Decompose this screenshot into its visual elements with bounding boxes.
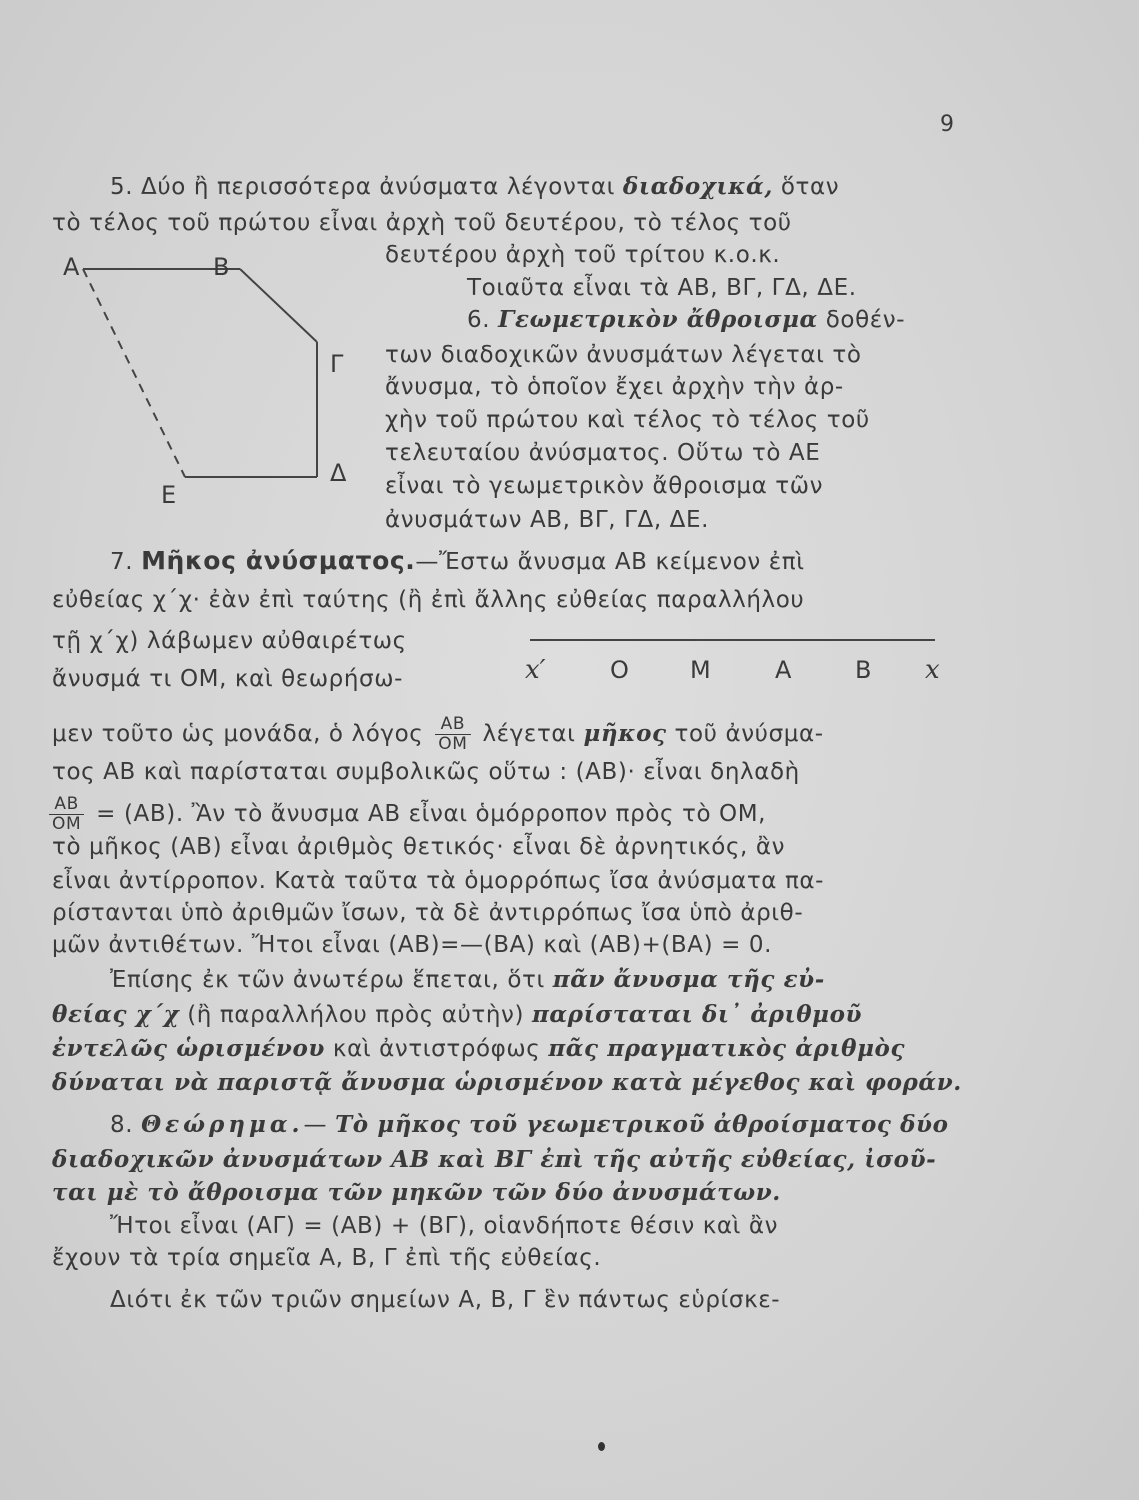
text-line: 5. Δύο ἢ περισσότερα ἀνύσματα λέγονται διαδοχικά, ὅταν [110,173,840,200]
fig-label-e: E [161,481,177,505]
text-line: τὸ τέλος τοῦ πρώτου εἶναι ἀρχὴ τοῦ δευτέρου, τὸ τέλος τοῦ [52,210,792,236]
text-line: Διότι ἐκ τῶν τριῶν σημείων A, B, Γ ἓν πάντως εὑρίσκε- [110,1287,781,1313]
text-line: εἶναι ἀντίρροπον. Κατὰ ταῦτα τὰ ὁμορρόπως ἴσα ἀνύσματα πα- [52,868,825,894]
axis-label-m: M [690,656,711,684]
ink-dot [598,1442,605,1451]
text-line: Τοιαῦτα εἶναι τὰ AB, BΓ, ΓΔ, ΔΕ. [467,275,857,301]
text-line: διαδοχικῶν ἀνυσμάτων AB καὶ BΓ ἐπὶ τῆς αὐτῆς εὐθείας, ἰσοῦ- [52,1146,937,1173]
axis-label-xprime: x′ [525,655,546,685]
axis-figure [525,635,955,695]
text-line: τελευταίου ἀνύσματος. Οὕτω τὸ ΑΕ [385,440,821,466]
text-line: ἔχουν τὰ τρία σημεῖα A, B, Γ ἐπὶ τῆς εὐθείας. [52,1245,602,1271]
text-line: δύναται νὰ παριστᾷ ἄνυσμα ὡρισμένον κατὰ μέγεθος καὶ φοράν. [52,1069,962,1096]
text-line: ται μὲ τὸ ἄθροισμα τῶν μηκῶν τῶν δύο ἀνυσμάτων. [52,1179,781,1206]
text-line: ἄνυσμα, τὸ ὁποῖον ἔχει ἀρχὴν τὴν ἀρ- [385,374,844,400]
text-line: χὴν τοῦ πρώτου καὶ τέλος τὸ τέλος τοῦ [385,407,870,433]
fraction-ab-om: $\frac{AB}{OM}$ [49,795,84,834]
text-line: ρίστανται ὑπὸ ἀριθμῶν ἴσων, τὰ δὲ ἀντιρρόπως ἴσα ὑπὸ ἀριθ- [52,900,804,926]
text-line: τὸ μῆκος (AB) εἶναι ἀριθμὸς θετικός· εἶναι δὲ ἀρνητικός, ἂν [52,834,786,860]
text-line: Ἤτοι εἶναι (ΑΓ) = (AB) + (BΓ), οἱανδήποτε θέσιν καὶ ἂν [110,1213,779,1239]
text-line: $\frac{AB}{OM}$ = (AB). Ἂν τὸ ἄνυσμα AB εἶναι ὁμόρροπον πρὸς τὸ OM, [45,795,766,834]
text-line: Ἐπίσης ἐκ τῶν ἀνωτέρω ἕπεται, ὅτι πᾶν ἄνυσμα τῆς εὐ- [110,966,825,993]
text-line: εὐθείας χ΄χ· ἐὰν ἐπὶ ταύτης (ἢ ἐπὶ ἄλλης εὐθείας παραλλήλου [52,587,805,613]
successive-vectors-figure [55,245,355,505]
text-line: τῇ χ΄χ) λάβωμεν αὐθαιρέτως [52,628,407,654]
fig-label-g: Γ [330,350,344,378]
fig-label-d: Δ [330,459,347,487]
text-line: θείας χ΄χ (ἢ παραλλήλου πρὸς αὐτὴν) παρίσταται δι᾽ ἀριθμοῦ [52,1001,863,1028]
fraction-ab-om: $\frac{AB}{OM}$ [435,715,470,754]
axis-label-b: B [855,656,872,684]
axis-label-o: O [610,656,629,684]
text-line: 7. Μῆκος ἀνύσματος.—Ἔστω ἄνυσμα AB κείμενον ἐπὶ [110,546,805,575]
text-line: 6. Γεωμετρικὸν ἄθροισμα δοθέν- [467,306,906,333]
text-line: ἄνυσμά τι OM, καὶ θεωρήσω- [52,666,403,692]
text-line: ἐντελῶς ὡρισμένου καὶ ἀντιστρόφως πᾶς πραγματικὸς ἀριθμὸς [52,1035,906,1062]
text-line: των διαδοχικῶν ἀνυσμάτων λέγεται τὸ [385,342,862,368]
page-number: 9 [940,112,954,137]
axis-label-a: A [775,656,792,684]
text-line: εἶναι τὸ γεωμετρικὸν ἄθροισμα τῶν [385,473,824,499]
axis-label-x: x [925,655,940,685]
fig-label-b: B [213,253,230,281]
text-line: ἀνυσμάτων AB, BΓ, ΓΔ, ΔΕ. [385,507,710,533]
text-line: μῶν ἀντιθέτων. Ἤτοι εἶναι (AB)=—(BA) καὶ (AB)+(BA) = 0. [52,932,773,958]
text-line: μεν τοῦτο ὡς μονάδα, ὁ λόγος $\frac{AB}{OM}$ λέγεται μῆκος τοῦ ἀνύσμα- [52,714,824,754]
fig-label-a: A [63,253,80,281]
text-line: τος AB καὶ παρίσταται συμβολικῶς οὕτω : (AB)· εἶναι δηλαδὴ [52,759,800,785]
text-line: δευτέρου ἀρχὴ τοῦ τρίτου κ.ο.κ. [385,242,781,268]
text-line: 8. Θεώρημα.— Τὸ μῆκος τοῦ γεωμετρικοῦ ἀθροίσματος δύο [110,1111,949,1138]
